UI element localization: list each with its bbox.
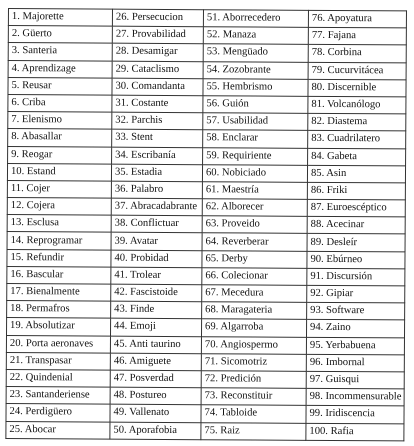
word-cell: 3. Santeria	[8, 43, 112, 61]
word-cell: 60. Nobiciado	[202, 164, 307, 182]
word-cell: 48. Postureo	[110, 387, 201, 405]
word-cell: 64. Reverberar	[202, 233, 307, 251]
word-cell: 56. Guión	[203, 96, 308, 114]
word-cell: 24. Perdigüero	[6, 404, 110, 422]
word-cell: 32. Parchis	[112, 112, 203, 130]
word-cell: 39. Avatar	[111, 233, 202, 251]
word-cell: 85. Asin	[307, 165, 405, 183]
word-cell: 89. Desleír	[307, 234, 405, 252]
word-cell: 33. Stent	[112, 129, 203, 147]
word-cell: 73. Reconstituir	[201, 388, 306, 406]
word-cell: 14. Reprogramar	[7, 232, 111, 250]
word-cell: 6. Criba	[8, 94, 112, 112]
word-cell: 31. Costante	[112, 95, 203, 113]
word-cell: 4. Aprendizage	[8, 60, 112, 78]
word-cell: 94. Zaino	[306, 320, 404, 338]
word-cell: 76. Apoyatura	[308, 10, 406, 28]
word-cell: 100. Rafia	[306, 423, 404, 441]
word-cell: 81. Volcanólogo	[308, 96, 406, 114]
word-cell: 80. Discernible	[308, 79, 406, 97]
word-cell: 61. Maestría	[202, 182, 307, 200]
word-cell: 79. Cucurvitácea	[308, 62, 406, 80]
word-cell: 77. Fajana	[308, 28, 406, 46]
word-cell: 78. Corbina	[308, 45, 406, 63]
word-cell: 36. Palabro	[111, 181, 202, 199]
word-cell: 51. Aborrecedero	[203, 10, 308, 28]
word-cell: 90. Ebúrneo	[307, 251, 405, 269]
word-cell: 88. Acecinar	[307, 217, 405, 235]
word-cell: 68. Maragateria	[202, 302, 307, 320]
word-cell: 44. Emoji	[111, 319, 202, 337]
word-cell: 58. Enclarar	[203, 130, 308, 148]
word-cell: 20. Porta aeronaves	[6, 335, 110, 353]
word-cell: 82. Diastema	[308, 113, 406, 131]
word-cell: 43. Finde	[111, 301, 202, 319]
word-cell: 49. Vallenato	[110, 404, 201, 422]
word-cell: 70. Angiospermo	[201, 336, 306, 354]
word-cell: 9. Reogar	[8, 146, 112, 164]
word-cell: 74. Tabloide	[201, 405, 306, 423]
word-cell: 95. Yerbabuena	[306, 337, 404, 355]
word-cell: 21. Transpasar	[6, 352, 110, 370]
word-cell: 99. Iridiscencia	[306, 406, 404, 424]
word-cell: 2. Güerto	[8, 26, 112, 44]
word-cell: 84. Gabeta	[308, 148, 406, 166]
word-cell: 29. Cataclismo	[112, 61, 203, 79]
word-cell: 1. Majorette	[8, 9, 112, 27]
word-cell: 57. Usabilidad	[203, 113, 308, 131]
word-list-table	[5, 8, 407, 441]
word-cell: 66. Colecionar	[202, 268, 307, 286]
word-cell: 5. Reusar	[8, 77, 112, 95]
word-cell: 28. Desamigar	[112, 44, 203, 62]
word-cell: 8. Abasallar	[8, 129, 112, 147]
word-cell: 42. Fascistoide	[111, 284, 202, 302]
word-cell: 17. Bienalmente	[7, 283, 111, 301]
word-cell: 59. Requiriente	[203, 147, 308, 165]
word-cell: 65. Derby	[202, 250, 307, 268]
word-cell: 46. Amiguete	[110, 353, 201, 371]
word-cell: 98. Incommensurable	[306, 388, 404, 406]
word-cell: 50. Aporafobia	[110, 422, 201, 440]
word-cell: 52. Manaza	[203, 27, 308, 45]
word-cell: 30. Comandanta	[112, 78, 203, 96]
word-cell: 87. Euroescéptico	[307, 199, 405, 217]
word-cell: 25. Abocar	[6, 421, 110, 439]
word-cell: 54. Zozobrante	[203, 61, 308, 79]
word-cell: 86. Friki	[307, 182, 405, 200]
word-cell: 16. Bascular	[7, 266, 111, 284]
word-cell: 13. Esclusa	[7, 215, 111, 233]
word-cell: 71. Sicomotriz	[201, 353, 306, 371]
word-cell: 10. Estand	[7, 163, 111, 181]
word-cell: 91. Discursión	[307, 268, 405, 286]
word-cell: 63. Proveido	[202, 216, 307, 234]
word-cell: 11. Cojer	[7, 180, 111, 198]
word-cell: 69. Algarroba	[201, 319, 306, 337]
word-cell: 27. Provabilidad	[112, 26, 203, 44]
word-cell: 15. Refundir	[7, 249, 111, 267]
word-cell: 23. Santanderiense	[6, 387, 110, 405]
word-cell: 55. Hembrismo	[203, 78, 308, 96]
word-cell: 41. Trolear	[111, 267, 202, 285]
word-cell: 67. Mecedura	[202, 285, 307, 303]
word-cell: 18. Permafros	[7, 301, 111, 319]
word-cell: 7. Elenismo	[8, 112, 112, 130]
word-cell: 62. Alborecer	[202, 199, 307, 217]
word-cell: 22. Quindenial	[6, 369, 110, 387]
word-cell: 19. Absolutizar	[7, 318, 111, 336]
word-cell: 47. Posverdad	[110, 370, 201, 388]
word-cell: 35. Estadia	[111, 164, 202, 182]
word-cell: 37. Abracadabrante	[111, 198, 202, 216]
word-cell: 38. Conflictuar	[111, 215, 202, 233]
word-cell: 45. Anti taurino	[110, 336, 201, 354]
word-cell: 53. Mengüado	[203, 44, 308, 62]
word-cell: 75. Raiz	[201, 422, 306, 440]
word-cell: 26. Persecucion	[112, 9, 203, 27]
word-cell: 12. Cojera	[7, 198, 111, 216]
word-cell: 40. Probidad	[111, 250, 202, 268]
word-cell: 96. Imbornal	[306, 354, 404, 372]
word-cell: 72. Predición	[201, 371, 306, 389]
word-cell: 92. Gipiar	[307, 285, 405, 303]
word-cell: 97. Guisqui	[306, 371, 404, 389]
word-cell: 34. Escribanía	[112, 147, 203, 165]
word-cell: 93. Software	[307, 303, 405, 321]
table-row	[6, 421, 404, 441]
word-cell: 83. Cuadrilatero	[308, 131, 406, 149]
